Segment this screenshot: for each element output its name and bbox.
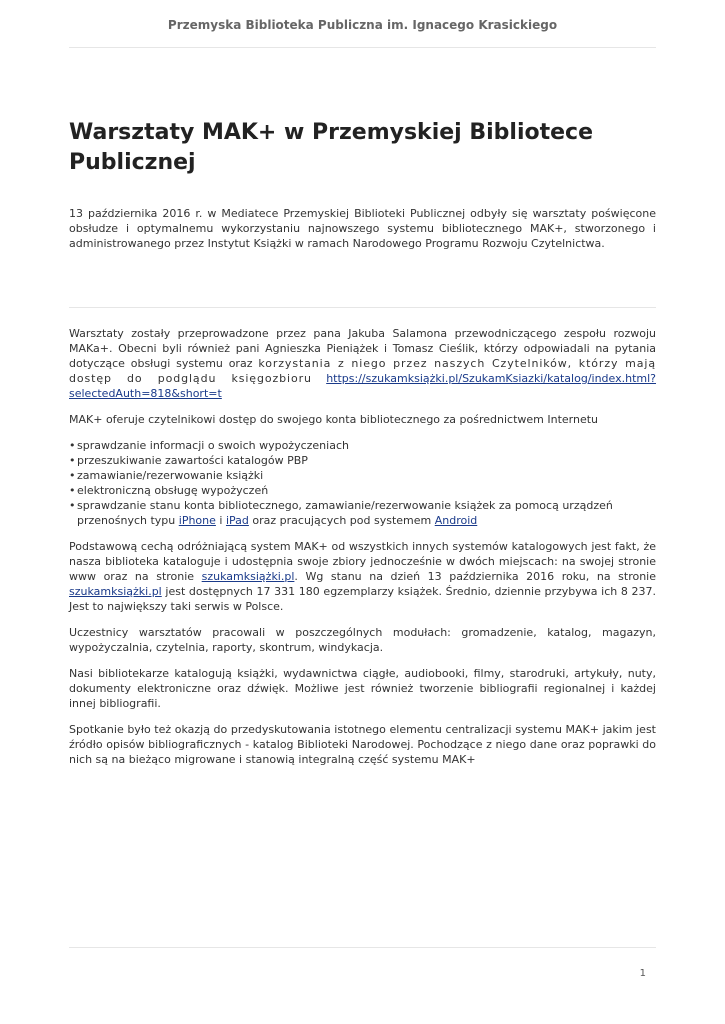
paragraph-cataloging: Nasi bibliotekarze katalogują książki, wydawnictwa ciągłe, audiobooki, filmy, starodruki, artykuły, nuty, dokumenty elektroniczne oraz dźwięk. Możliwe jest również tworzenie bibliografii regionalnej i każdej innej bibliografii. (69, 667, 656, 710)
mak-feature-text-1: Podstawową cechą odróżniającą system MAK+ od wszystkich innych systemów katalogowych jest fakt, że nasza biblioteka kataloguje i udostępnia swoje zbiory jednocześnie w dwóch miejscach: na swojej stronie www oraz na stronie (69, 540, 656, 583)
site-header: Przemyska Biblioteka Publiczna im. Ignacego Krasickiego (167, 18, 558, 32)
feature-item-mid: oraz pracujących pod systemem (248, 514, 435, 527)
paragraph-presenters (69, 326, 656, 401)
feature-item: • przeszukiwanie zawartości katalogów PBP (69, 453, 656, 468)
feature-item-text: sprawdzanie stanu konta bibliotecznego, zamawianie/rezerwowanie książek za pomocą urządzeń przenośnych typu (77, 499, 613, 527)
header-divider (69, 47, 656, 48)
page-number: 1 (639, 968, 646, 979)
feature-item-sep: i (215, 514, 226, 527)
footer-divider (69, 947, 656, 948)
paragraph-centralization: Spotkanie było też okazją do przedyskutowania istotnego elementu centralizacji systemu MAK+ jakim jest źródło opisów bibliograficznych - katalog Biblioteki Narodowej. Pochodzące z niego dane oraz poprawki do nich są na bieżąco migrowane i stanowią integralną część systemu MAK+ (69, 723, 656, 766)
android-link[interactable]: Android (434, 514, 478, 527)
ipad-link[interactable]: iPad (225, 514, 249, 527)
article-body (69, 326, 656, 778)
feature-item: • elektroniczną obsługę wypożyczeń (69, 483, 656, 498)
iphone-link[interactable]: iPhone (178, 514, 216, 527)
presenters-text-spaced: korzystania z niego przez naszych Czytelników, którzy mają dostęp do podglądu księgozbioru (69, 357, 656, 385)
szukamksiazki-link[interactable]: szukamksiążki.pl (201, 570, 295, 583)
paragraph-modules: Uczestnicy warsztatów pracowali w poszczególnych modułach: gromadzenie, katalog, magazyn, wypożyczalnia, czytelnia, raporty, skontrum, windykacja. (69, 626, 656, 654)
szukamksiazki-link-2[interactable]: szukamksiążki.pl (69, 585, 162, 598)
feature-item (69, 498, 656, 528)
paragraph-mak-feature (69, 539, 656, 614)
feature-item: • zamawianie/rezerwowanie książki (69, 468, 656, 483)
feature-list (69, 438, 656, 528)
mak-feature-text-2: . Wg stanu na dzień 13 października 2016 roku, na stronie (294, 570, 656, 583)
feature-item: • sprawdzanie informacji o swoich wypożyczeniach (69, 438, 656, 453)
catalog-link[interactable]: https://szukamksiążki.pl/SzukamKsiazki/katalog/index.html?selectedAuth=818&short=t (69, 372, 657, 400)
mak-feature-text-3: jest dostępnych 17 331 180 egzemplarzy książek. Średnio, dziennie przybywa ich 8 237. Jest to największy taki serwis w Polsce. (69, 585, 656, 613)
article-title: Warsztaty MAK+ w Przemyskiej Bibliotece Publicznej (69, 120, 594, 175)
paragraph-access: MAK+ oferuje czytelnikowi dostęp do swojego konta bibliotecznego za pośrednictwem Internetu (69, 413, 599, 426)
lead-divider (69, 307, 656, 308)
article-lead: 13 października 2016 r. w Mediatece Przemyskiej Biblioteki Publicznej odbyły się warsztaty poświęcone obsłudze i optymalnemu wykorzystaniu najnowszego systemu bibliotecznego MAK+, stworzonego i administrowanego przez Instytut Książki w ramach Narodowego Programu Rozwoju Czytelnictwa. (69, 207, 656, 250)
presenters-text: Warsztaty zostały przeprowadzone przez pana Jakuba Salamona przewodniczącego zespołu rozwoju MAKa+. Obecni byli również pani Agnieszka Pieniążek i Tomasz Cieślik, którzy odpowiadali na pytania dotyczące obsługi systemu oraz (69, 327, 656, 370)
